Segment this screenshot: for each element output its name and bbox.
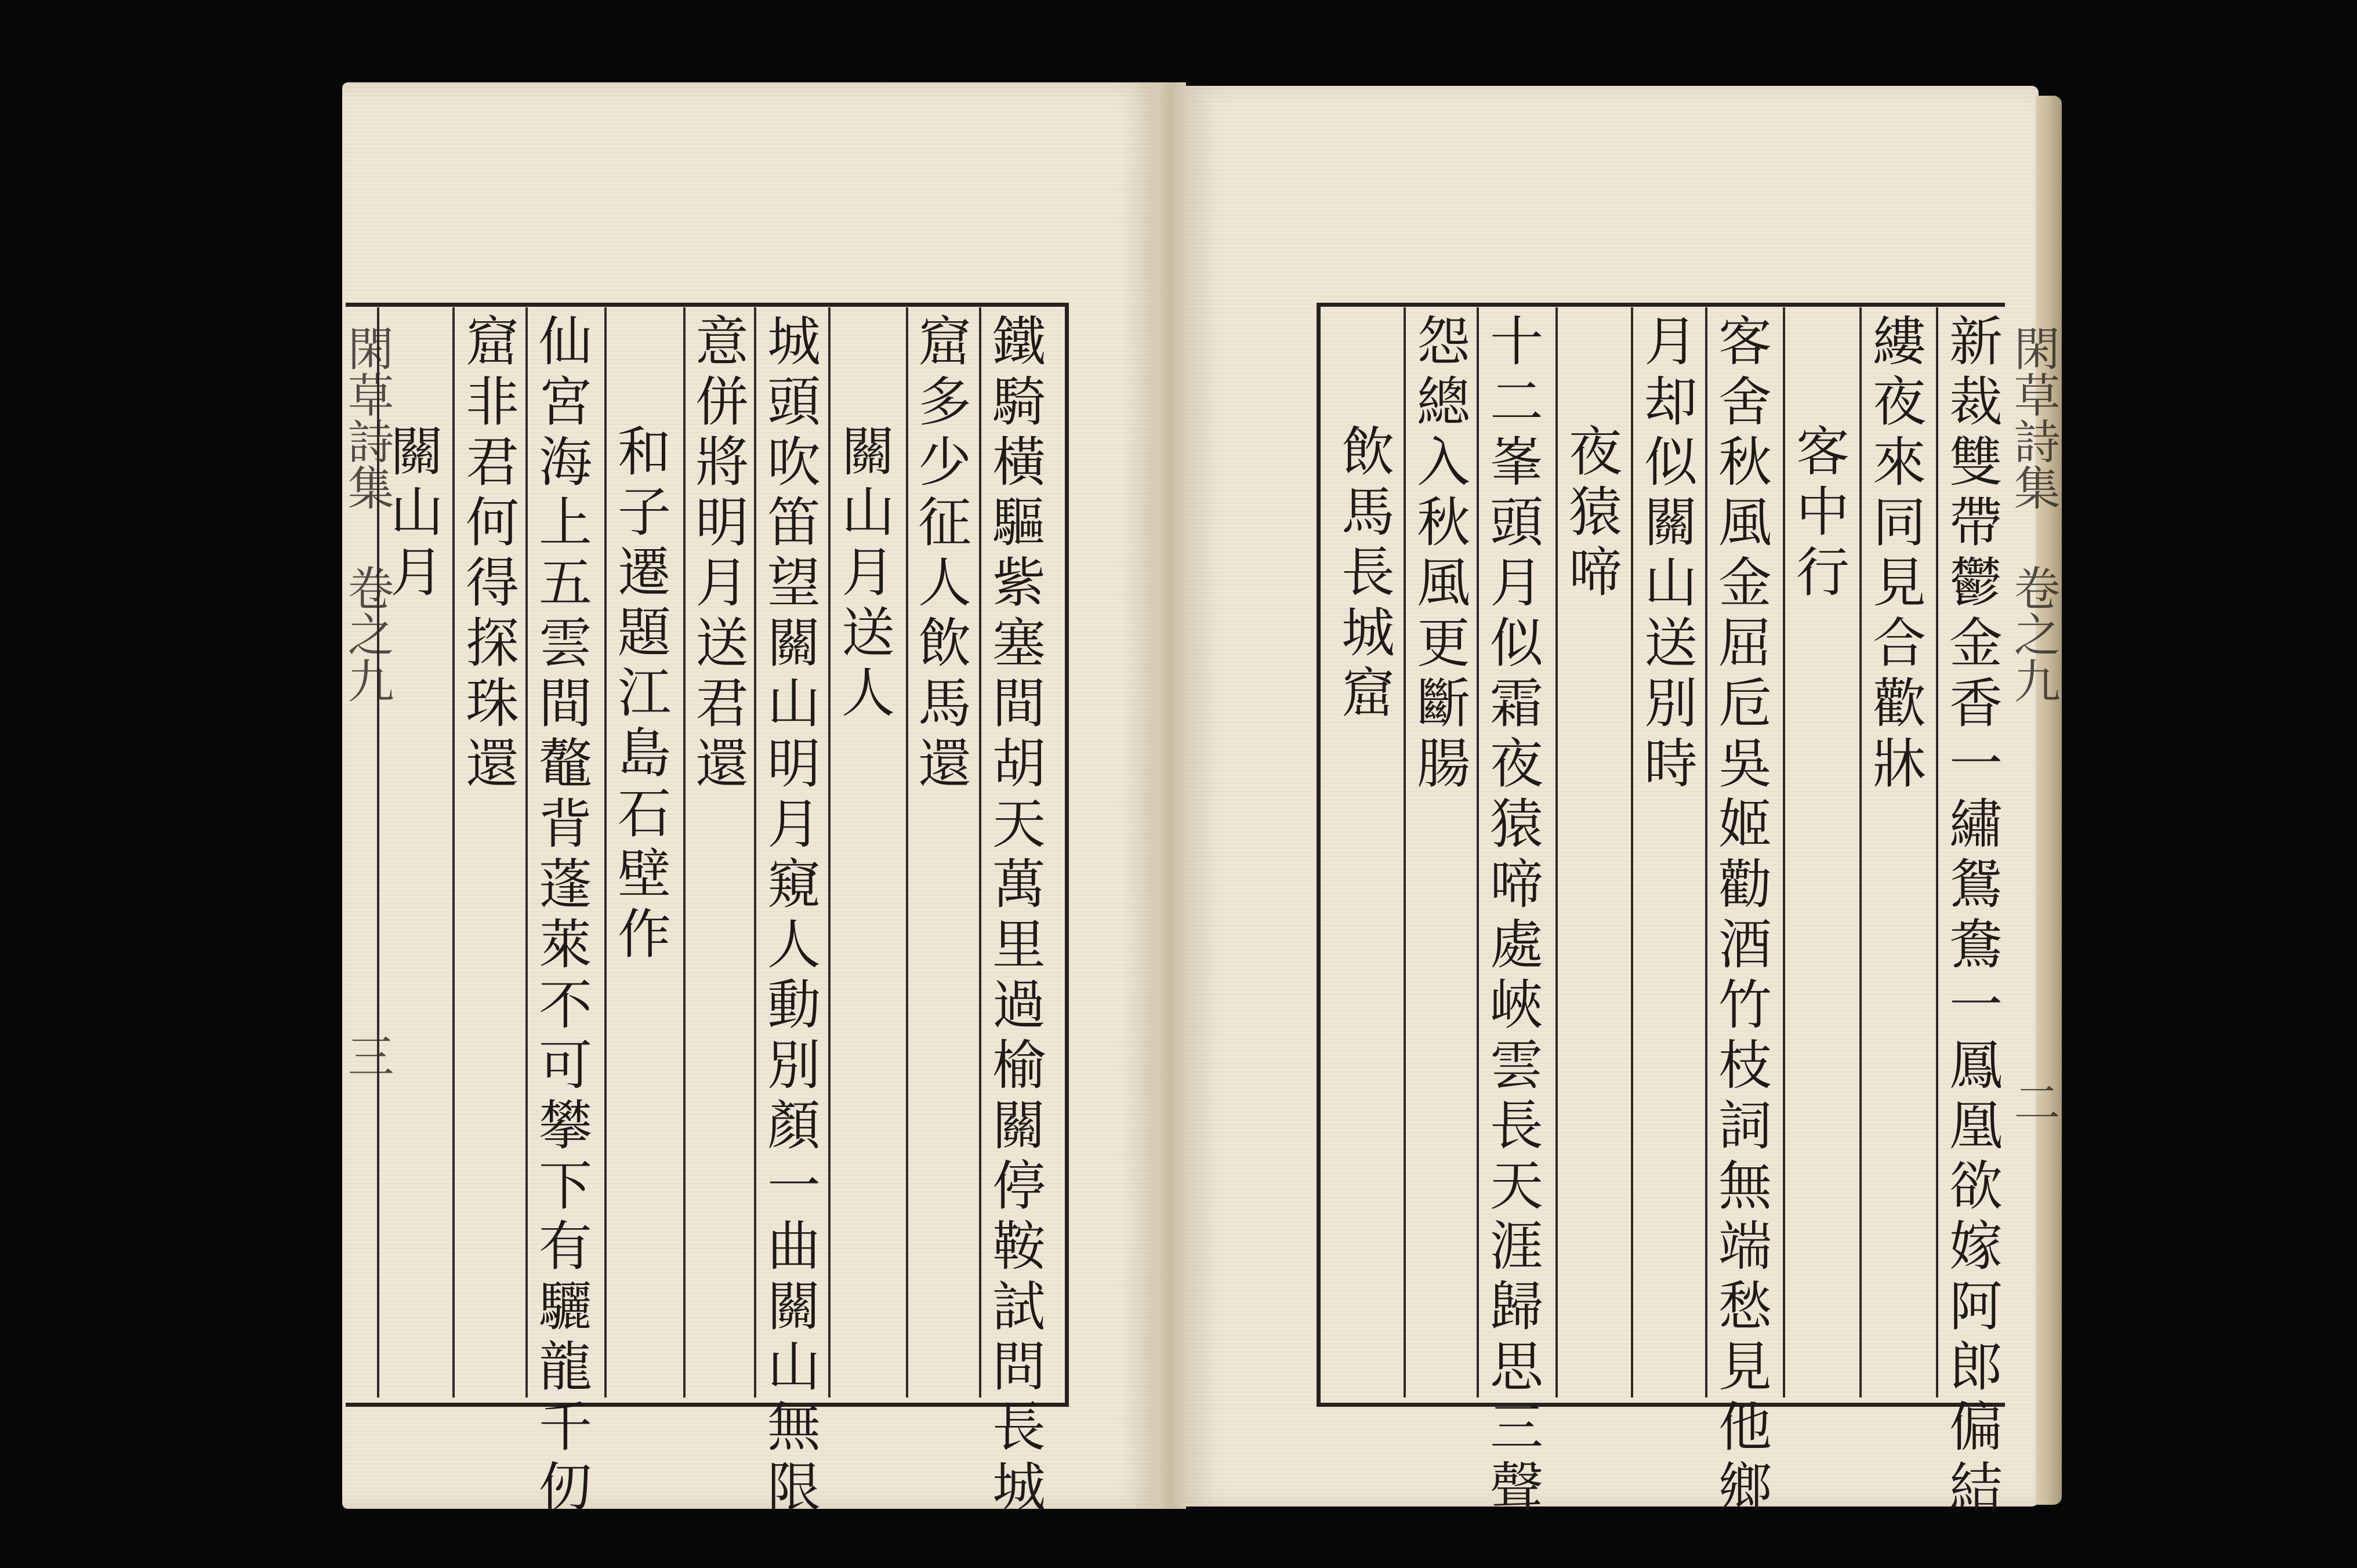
text-column: 月却似關山送別時: [1636, 313, 1698, 796]
text-column: 十二峯頭月似霜夜猿啼處峽雲長天涯歸思三聲: [1481, 313, 1543, 1519]
poem-title: 關山月: [382, 423, 444, 604]
column-rule: [828, 307, 831, 1398]
column-rule: [1477, 307, 1479, 1398]
page-number: 二: [2006, 1079, 2060, 1125]
poem-title: 飲馬長城窟: [1333, 423, 1395, 725]
page-number: 三: [340, 1032, 394, 1079]
text-column: 仙宮海上五雲間鼇背蓬萊不可攀下有驪龍千仞: [530, 313, 592, 1519]
column-rule: [604, 307, 607, 1398]
text-column: 意併將明月送君還: [687, 313, 749, 796]
block-heart-title: 閑草詩集 卷之九: [340, 325, 394, 703]
column-rule: [525, 307, 528, 1398]
column-rule: [1936, 307, 1938, 1398]
text-column: 怨總入秋風更斷腸: [1408, 313, 1470, 796]
text-column: 新裁雙帶鬱金香一繡鴛鴦一鳳凰欲嫁阿郎偏結: [1941, 313, 2003, 1519]
text-column: 窟多少征人飲馬還: [909, 313, 971, 796]
column-rule: [1859, 307, 1862, 1398]
poem-title: 客中行: [1787, 423, 1850, 604]
book-gutter: [1156, 82, 1186, 1509]
column-rule: [1631, 307, 1633, 1398]
block-heart-title: 閑草詩集 卷之九: [2006, 325, 2060, 703]
column-rule: [754, 307, 756, 1398]
page-edges: [2036, 96, 2062, 1505]
poem-title: 夜猿啼: [1560, 423, 1622, 604]
column-rule: [1705, 307, 1707, 1398]
text-column: 城頭吹笛望關山明月窺人動別顏一曲關山無限: [759, 313, 821, 1519]
column-rule: [452, 307, 455, 1398]
column-rule: [1404, 307, 1406, 1398]
text-column: 縷夜來同見合歡牀: [1864, 313, 1926, 796]
column-rule: [1555, 307, 1558, 1398]
column-rule: [1783, 307, 1785, 1398]
poem-title: 和子遷題江島石壁作: [609, 423, 671, 966]
poem-title: 關山月送人: [833, 423, 895, 725]
text-column: 鐵騎橫驅紫塞間胡天萬里過榆關停鞍試問長城: [984, 313, 1046, 1519]
column-rule: [979, 307, 981, 1398]
text-column: 客舍秋風金屈卮吳姬勸酒竹枝詞無端愁見他鄉: [1710, 313, 1772, 1519]
text-column: 窟非君何得探珠還: [457, 313, 519, 796]
